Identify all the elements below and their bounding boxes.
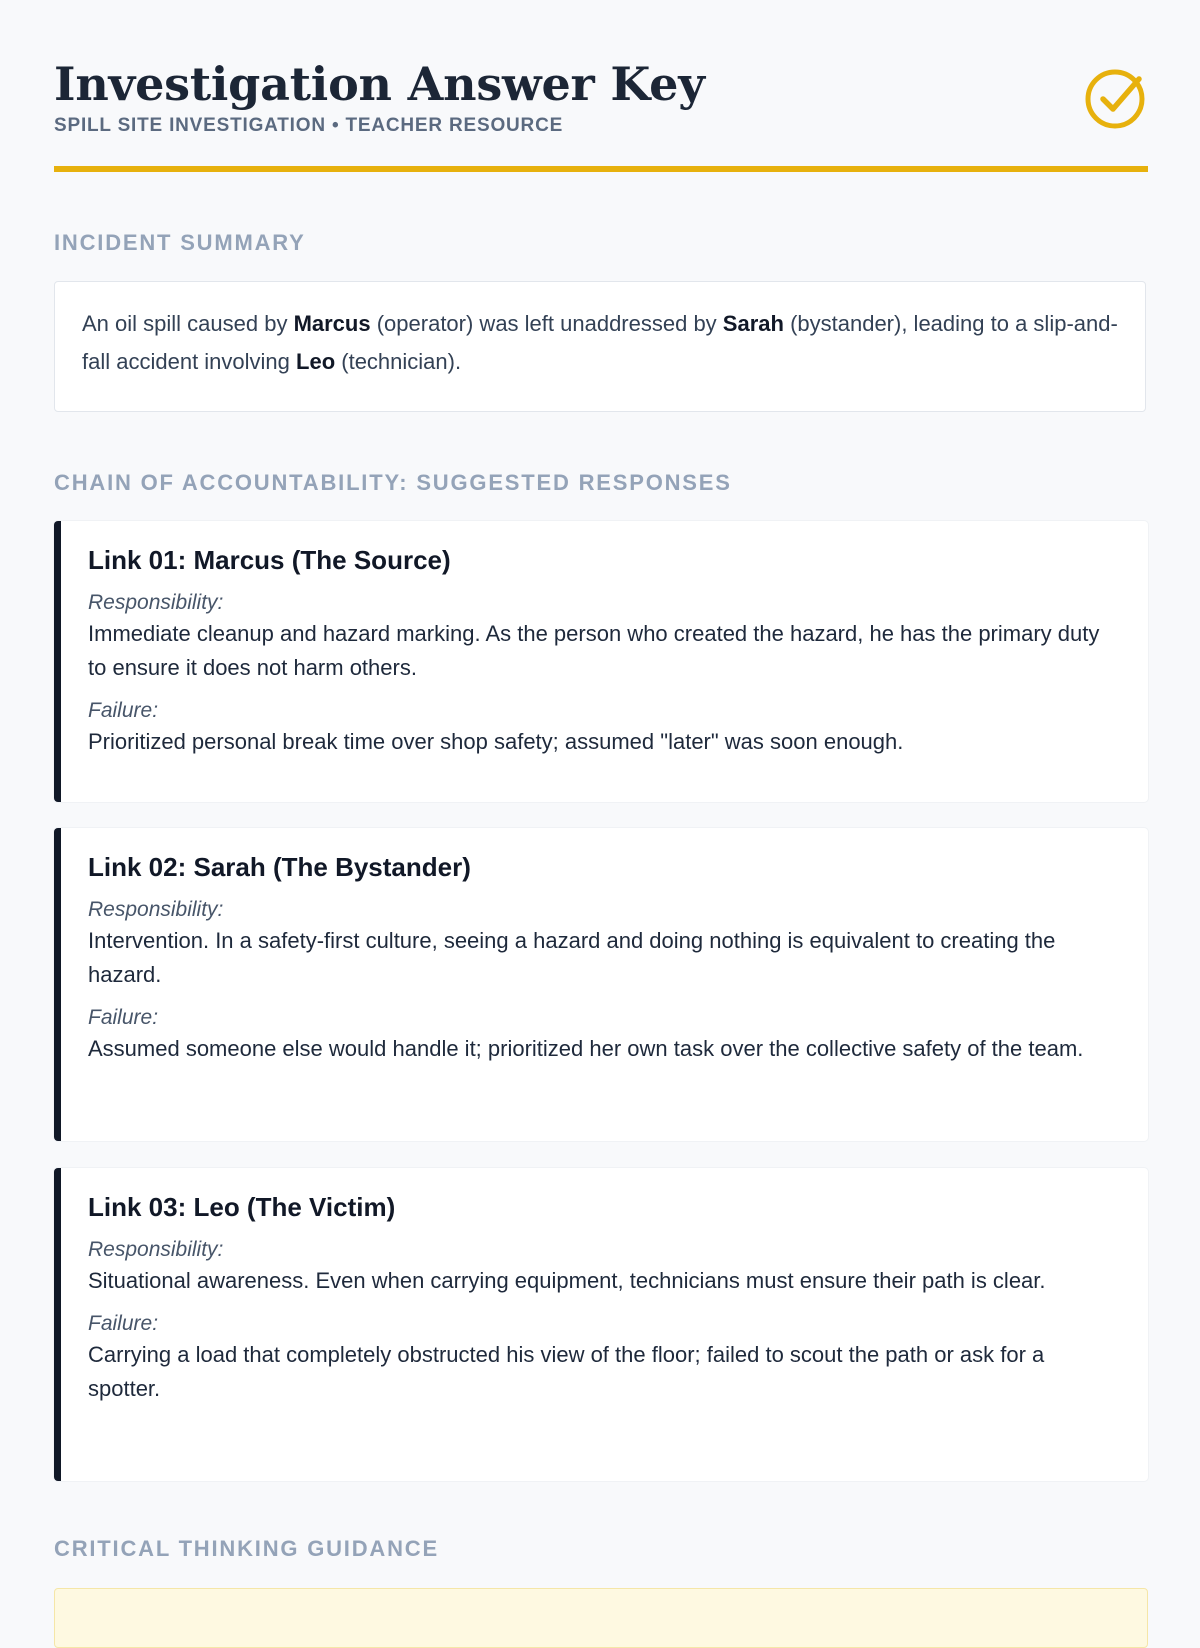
summary-text: An oil spill caused by	[82, 311, 294, 336]
responsibility-label: Responsibility:	[88, 1238, 224, 1261]
summary-text: (bystander), leading to a slip-and-fall accident involving	[82, 311, 1118, 374]
failure-text: Prioritized personal break time over shop safety; assumed "later" was soon enough.	[88, 729, 904, 754]
responsibility-text: Immediate cleanup and hazard marking. As the person who created the hazard, he has the primary duty to ensure it does not harm others.	[88, 621, 1100, 680]
failure-label: Failure:	[88, 1312, 159, 1335]
failure-label: Failure:	[88, 699, 159, 722]
answer-key-page	[54, 0, 1148, 1561]
summary-text: (technician).	[335, 349, 462, 374]
responsibility-text: Situational awareness. Even when carrying equipment, technicians must ensure their path is clear.	[88, 1268, 1046, 1293]
link-card-marcus	[54, 521, 1148, 802]
link-card-sarah	[54, 828, 1148, 1141]
summary-name-marcus: Marcus	[293, 311, 371, 336]
link-title: Link 02: Sarah (The Bystander)	[88, 852, 471, 882]
failure-text: Assumed someone else would handle it; prioritized her own task over the collective safety of the team.	[88, 1036, 1084, 1061]
failure-label: Failure:	[88, 1006, 159, 1029]
incident-summary-heading: INCIDENT SUMMARY	[54, 230, 306, 255]
link-card-leo	[54, 1168, 1148, 1481]
responsibility-text: Intervention. In a safety-first culture, seeing a hazard and doing nothing is equivalent to creating the hazard.	[88, 928, 1056, 987]
summary-text: (operator) was left unaddressed by	[370, 311, 723, 336]
critical-thinking-heading: CRITICAL THINKING GUIDANCE	[54, 1536, 439, 1561]
page-header	[54, 0, 1148, 174]
page-title: Investigation Answer Key	[54, 57, 705, 111]
header-divider	[54, 166, 1148, 172]
incident-summary-box	[54, 281, 1146, 412]
failure-text: Carrying a load that completely obstructed his view of the floor; failed to scout the path or ask for a spotter.	[88, 1342, 1045, 1401]
summary-name-sarah: Sarah	[722, 311, 784, 336]
summary-name-leo: Leo	[296, 349, 336, 374]
link-title: Link 03: Leo (The Victim)	[88, 1192, 396, 1222]
page-subtitle: SPILL SITE INVESTIGATION • TEACHER RESOURCE	[54, 115, 564, 136]
chain-of-accountability-heading: CHAIN OF ACCOUNTABILITY: SUGGESTED RESPONSES	[54, 470, 732, 495]
check-circle-icon	[1084, 66, 1148, 130]
critical-thinking-box	[54, 1588, 1148, 1648]
responsibility-label: Responsibility:	[88, 898, 224, 921]
link-title: Link 01: Marcus (The Source)	[88, 545, 451, 575]
responsibility-label: Responsibility:	[88, 591, 224, 614]
